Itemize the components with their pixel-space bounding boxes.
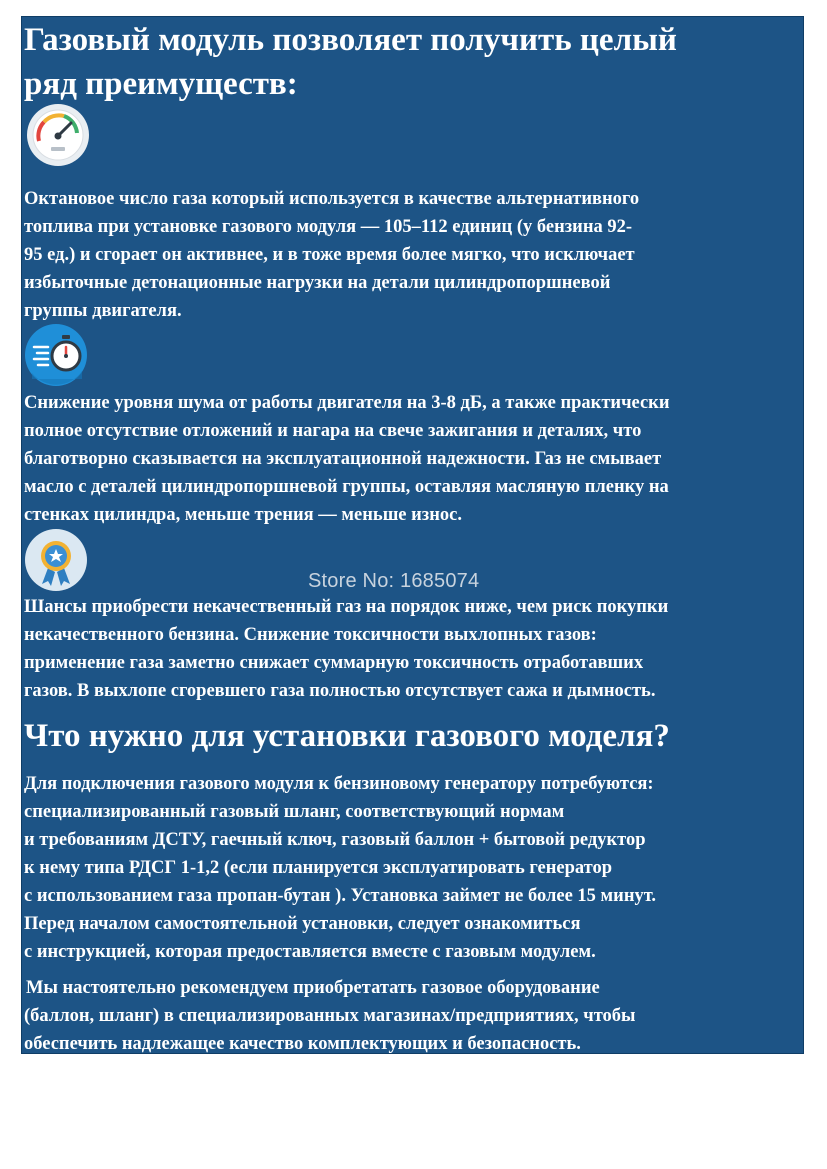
text-line: Шансы приобрести некачественный газ на порядок ниже, чем риск покупки [24, 597, 669, 617]
text-line: с использованием газа пропан-бутан ). Установка займет не более 15 минут. [24, 886, 657, 906]
store-watermark: Store No: 1685074 [308, 570, 480, 592]
text-line: Для подключения газового модуля к бензиновому генератору потребуются: [24, 774, 654, 794]
text-line: группы двигателя. [24, 301, 182, 321]
text-line: стенках цилиндра, меньше трения — меньше износ. [24, 505, 462, 525]
text-line: 95 ед.) и сгорает он активнее, и в тоже время более мягко, что исключает [24, 245, 635, 265]
text-line: масло с деталей цилиндропоршневой группы, оставляя масляную пленку на [24, 477, 669, 497]
text-line: к нему типа РДСГ 1-1,2 (если планируется эксплуатировать генератор [24, 858, 613, 878]
text-line: некачественного бензина. Снижение токсичности выхлопных газов: [24, 625, 597, 645]
stopwatch-icon [24, 323, 88, 387]
text-line: с инструкцией, которая предоставляется вместе с газовым модулем. [24, 942, 596, 962]
heading-installation: Что нужно для установки газового моделя? [24, 718, 670, 754]
text-line: обеспечить надлежащее качество комплектующих и безопасность. [24, 1034, 581, 1054]
text-line: избыточные детонационные нагрузки на детали цилиндропоршневой [24, 273, 611, 293]
text-line: топлива при установке газового модуля — 105–112 единиц (у бензина 92- [24, 217, 633, 237]
content-panel [21, 16, 804, 1054]
text-line: Снижение уровня шума от работы двигателя на 3-8 дБ, а также практически [24, 393, 670, 413]
text-line: благотворно сказывается на эксплуатационной надежности. Газ не смывает [24, 449, 662, 469]
heading-advantages-line2: ряд преимуществ: [24, 66, 298, 102]
text-line: и требованиям ДСТУ, гаечный ключ, газовый баллон + бытовой редуктор [24, 830, 646, 850]
text-line: (баллон, шланг) в специализированных магазинах/предприятиях, чтобы [24, 1006, 636, 1026]
award-ribbon-icon [24, 528, 88, 592]
text-line: Перед началом самостоятельной установки, следует ознакомиться [24, 914, 581, 934]
text-line: газов. В выхлопе сгоревшего газа полностью отсутствует сажа и дымность. [24, 681, 656, 701]
text-line: полное отсутствие отложений и нагара на свече зажигания и деталях, что [24, 421, 642, 441]
heading-advantages-line1: Газовый модуль позволяет получить целый [24, 22, 677, 58]
text-line: применение газа заметно снижает суммарную токсичность отработавших [24, 653, 644, 673]
text-line: Октановое число газа который используется в качестве альтернативного [24, 189, 640, 209]
text-line: Мы настоятельно рекомендуем приобретатать газовое оборудование [26, 978, 600, 998]
text-line: специализированный газовый шланг, соответствующий нормам [24, 802, 565, 822]
gauge-icon [26, 103, 90, 167]
